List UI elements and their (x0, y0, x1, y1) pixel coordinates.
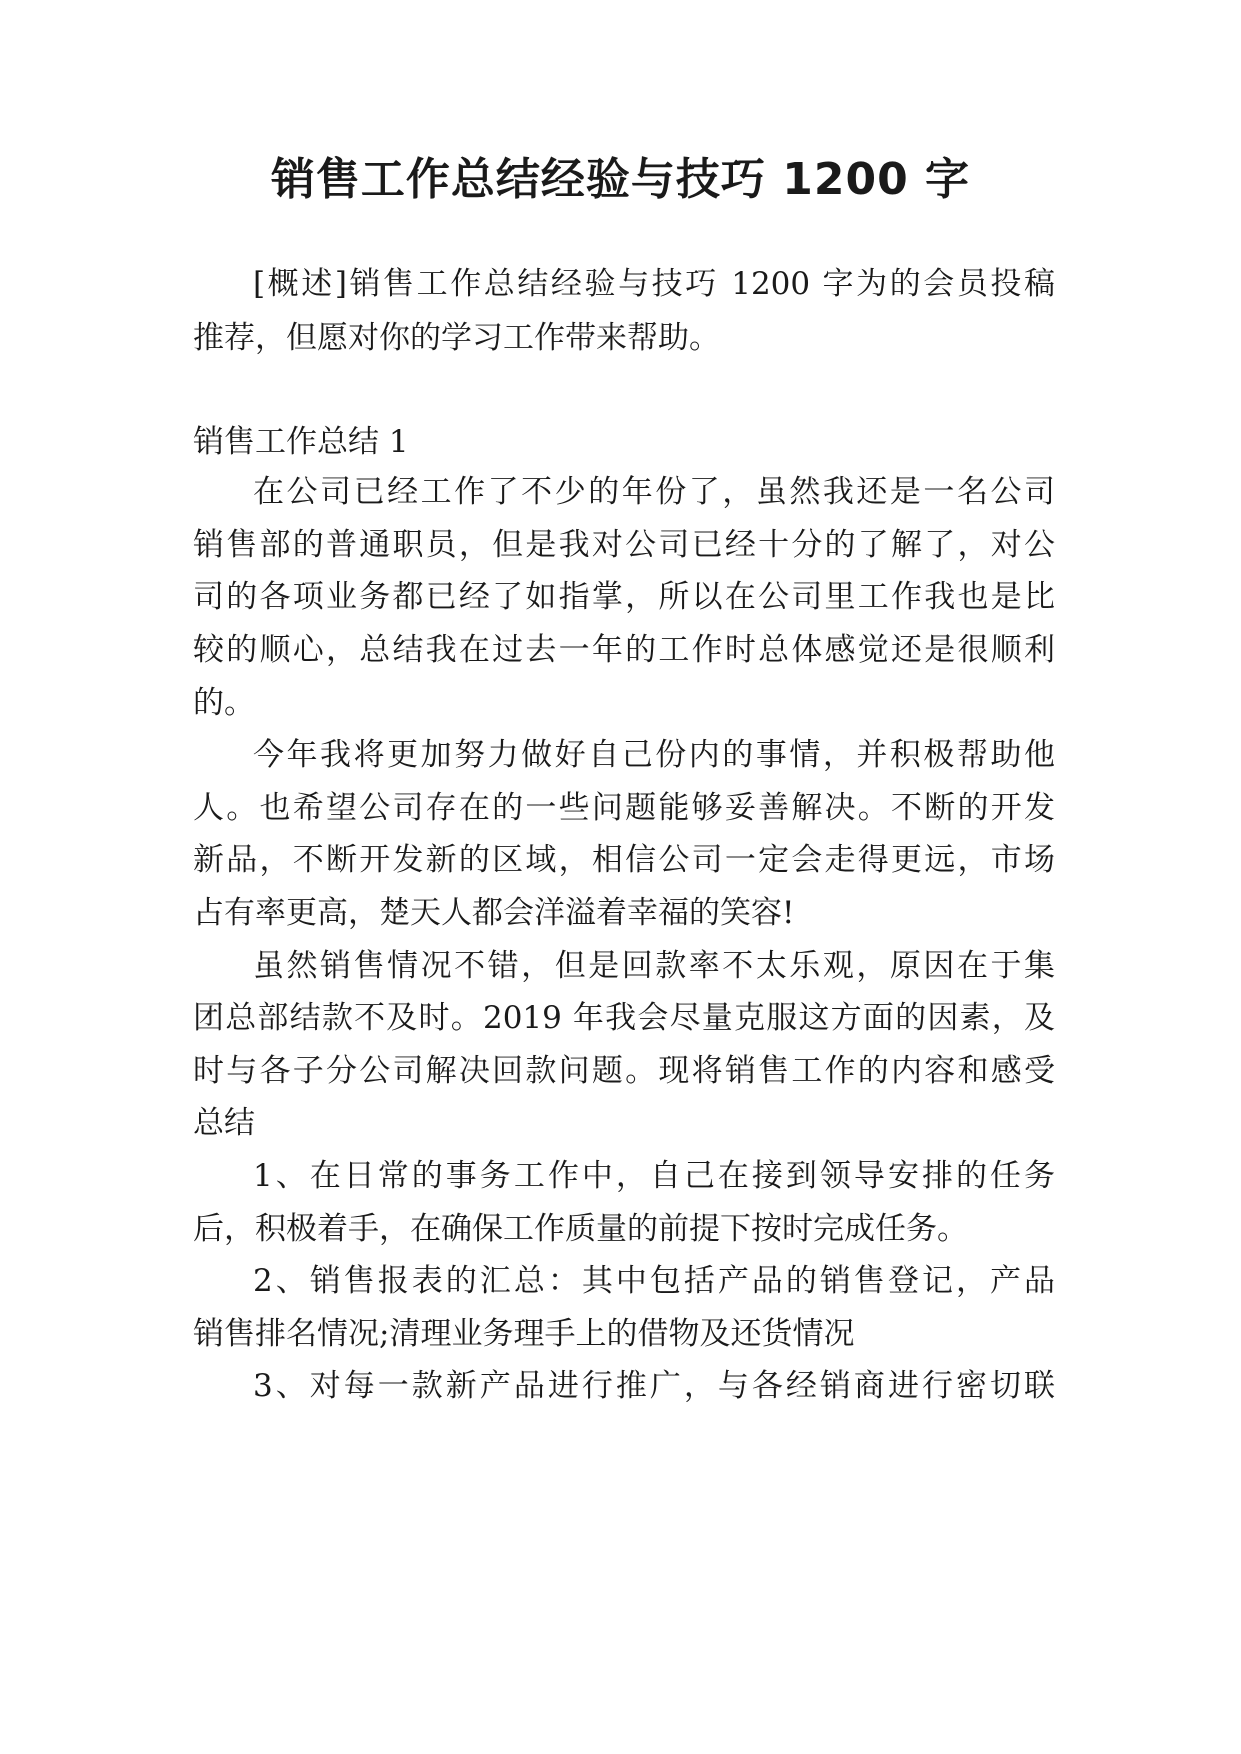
list-item-1-line-2: 后，积极着手，在确保工作质量的前提下按时完成任务。 (193, 1211, 968, 1247)
list-item-1-line-1: 1、在日常的事务工作中，自己在接到领导安排的任务 (253, 1158, 1055, 1194)
list-item-2-line-1: 2、销售报表的汇总：其中包括产品的销售登记，产品 (253, 1263, 1055, 1299)
paragraph-1-line-2: 销售部的普通职员，但是我对公司已经十分的了解了，对公 (193, 527, 1055, 563)
summary-line-1: [概述]销售工作总结经验与技巧 1200 字为的会员投稿 (253, 266, 1055, 302)
paragraph-1-line-1: 在公司已经工作了不少的年份了，虽然我还是一名公司 (253, 474, 1055, 510)
list-item-2-line-2: 销售排名情况;清理业务理手上的借物及还货情况 (193, 1316, 855, 1352)
paragraph-3-line-2: 团总部结款不及时。2019 年我会尽量克服这方面的因素，及 (193, 1000, 1055, 1036)
list-item-3-line-1: 3、对每一款新产品进行推广，与各经销商进行密切联 (253, 1368, 1055, 1404)
section-heading: 销售工作总结 1 (193, 424, 409, 460)
paragraph-1-line-4: 较的顺心，总结我在过去一年的工作时总体感觉还是很顺利 (193, 632, 1055, 668)
paragraph-3-line-4: 总结 (193, 1105, 255, 1141)
paragraph-2-line-3: 新品，不断开发新的区域，相信公司一定会走得更远，市场 (193, 842, 1055, 878)
paragraph-1-line-5: 的。 (193, 685, 255, 721)
document-title: 销售工作总结经验与技巧 1200 字 (270, 154, 971, 205)
paragraph-2-line-1: 今年我将更加努力做好自己份内的事情，并积极帮助他 (253, 737, 1055, 773)
paragraph-3-line-1: 虽然销售情况不错，但是回款率不太乐观，原因在于集 (253, 948, 1055, 984)
paragraph-2-line-4: 占有率更高，楚天人都会洋溢着幸福的笑容! (193, 895, 795, 931)
summary-line-2: 推荐，但愿对你的学习工作带来帮助。 (193, 320, 720, 356)
paragraph-1-line-3: 司的各项业务都已经了如指掌，所以在公司里工作我也是比 (193, 579, 1055, 615)
paragraph-2-line-2: 人。也希望公司存在的一些问题能够妥善解决。不断的开发 (193, 790, 1055, 826)
paragraph-3-line-3: 时与各子分公司解决回款问题。现将销售工作的内容和感受 (193, 1053, 1055, 1089)
